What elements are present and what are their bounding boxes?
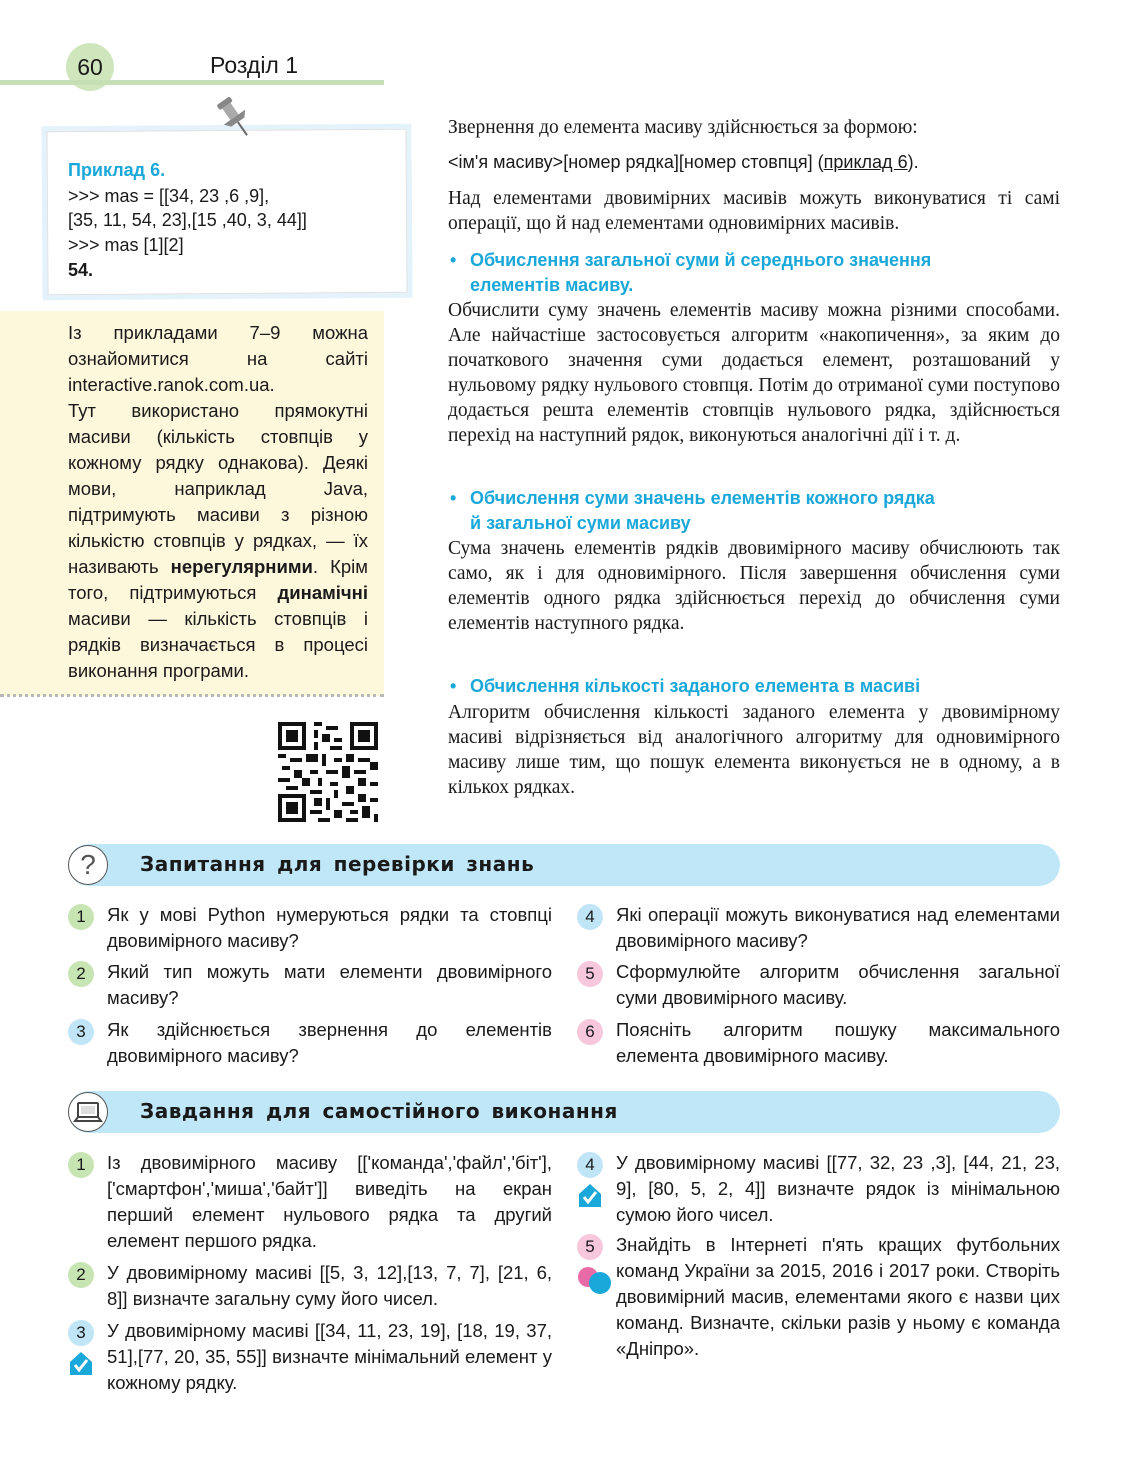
example-title: Приклад 6. [68, 160, 166, 180]
qr-code[interactable] [278, 722, 378, 822]
task-text: У двовимірному масиві [[5, 3, 12],[13, 7, 7], [21, 6, 8]] визначте загальну суму його чисел. [107, 1262, 552, 1309]
question-text: Який тип можуть мати елементи двовимірного масиву? [107, 961, 552, 1008]
main-paragraph: <ім'я масиву>[номер рядка][номер стовпця] (приклад 6). [448, 152, 919, 172]
bullet-heading: • Обчислення суми значень елементів кожного рядка й загальної суми масиву [450, 488, 935, 533]
code-line: >>> mas [1][2] [68, 235, 184, 255]
code-output: 54. [68, 260, 94, 280]
task-text: Із двовимірного масиву [['команда','файл','біт'], ['смартфон','миша','байт']] виведіть на екран перший елемент нульового рядка та другий елемент першого рядка. [107, 1152, 552, 1251]
task-number: 2 [68, 1262, 94, 1288]
bullet-heading: • Обчислення загальної суми й середнього значення елементів масиву. [450, 250, 932, 295]
question-number: 4 [577, 904, 603, 930]
question-mark-icon: ? [68, 845, 108, 885]
main-paragraph: Алгоритм обчислення кількості заданого елемента у двовимірному масиві відрізняється від аналогічного алгоритму для одновимірного масиву лише тим, що пошук елемента виконується не в одному, а в кількох рядках. [448, 702, 1060, 798]
group-work-icon [577, 1264, 613, 1296]
sidebar-paragraph: Із прикладами 7–9 можна ознайомитися на сайті interactive.ranok.com.ua. [68, 322, 368, 395]
questions-title: Запитання для перевірки знань [140, 852, 535, 876]
question-number: 5 [577, 961, 603, 987]
task-number: 4 [577, 1152, 603, 1178]
tasks-title: Завдання для самостійного виконання [140, 1099, 618, 1123]
code-line: [35, 11, 54, 23],[15 ,40, 3, 44]] [68, 210, 307, 230]
question-number: 6 [577, 1019, 603, 1045]
main-paragraph: Обчислити суму значень елементів масиву можна різними способами. Але найчастіше застосовується алгоритм «накопичення», за яким до початкового значення суми додається елемент, розташований у нульовому рядку нульового стовпця. Потім до отриманої суми поступово додається решта елементів стовпців нульового рядка, здійснюється перехід на наступний рядок, виконуються аналогічні дії і т. д. [448, 300, 1060, 446]
task-text: У двовимірному масиві [[34, 11, 23, 19], [18, 19, 37, 51],[77, 20, 35, 55]] визначте мінімальний елемент у кожному рядку. [107, 1320, 552, 1393]
question-number: 3 [68, 1019, 94, 1045]
task-number: 1 [68, 1152, 94, 1178]
task-text: Знайдіть в Інтернеті п'ять кращих футбольних команд України за 2015, 2016 і 2017 роки. Створіть двовимірний масив, елементами якого є назви цих команд. Визначте, скільки разів у ньому є команда «Дніпро». [616, 1234, 1060, 1359]
page-number: 60 [66, 43, 114, 91]
task-text: У двовимірному масиві [[77, 32, 23 ,3], [44, 21, 23, 9], [80, 5, 2, 4]] визначте рядок із мінімальною сумою його чисел. [616, 1152, 1060, 1225]
main-paragraph: Сума значень елементів рядків двовимірного масиву обчислюють так само, як і для одновимірного. Після завершення обчислення суми елементів одного рядка здійснюється перехід до обчислення суми елементів наступного рядка. [448, 538, 1060, 634]
question-text: Як у мові Python нумеруються рядки та стовпці двовимірного масиву? [107, 904, 552, 951]
sidebar-text [68, 320, 368, 684]
question-number: 2 [68, 961, 94, 987]
task-number: 5 [577, 1234, 603, 1260]
home-check-icon [577, 1182, 603, 1208]
main-paragraph: Звернення до елемента масиву здійснюється за формою: [448, 117, 918, 138]
question-text: Як здійснюється звернення до елементів двовимірного масиву? [107, 1019, 552, 1066]
example-link[interactable]: приклад 6 [823, 152, 908, 172]
question-text: Які операції можуть виконуватися над елементами двовимірного масиву? [616, 904, 1060, 951]
home-check-icon [68, 1350, 94, 1376]
bullet-heading: • Обчислення кількості заданого елемента в масиві [450, 676, 921, 696]
header-rule [0, 80, 384, 85]
question-text: Поясніть алгоритм пошуку максимального елемента двовимірного масиву. [616, 1019, 1060, 1066]
task-number: 3 [68, 1320, 94, 1346]
code-line: >>> mas = [[34, 23 ,6 ,9], [68, 186, 270, 206]
section-title: Розділ 1 [210, 52, 299, 78]
question-text: Сформулюйте алгоритм обчислення загальної суми двовимірного масиву. [616, 961, 1060, 1008]
dotted-divider [0, 694, 384, 697]
question-number: 1 [68, 904, 94, 930]
pushpin-icon [210, 95, 260, 141]
sidebar-paragraph: Тут використано прямокутні масиви (кількість стовпців у кожному рядку однакова). Деякі мови, наприклад Java, підтримують масиви з різною кількістю стовпців у рядках, — їх називають нерегулярними. Крім того, підтримуються динамічні масиви — кількість стовпців і рядків визначається в процесі виконання програми. [68, 400, 368, 681]
main-paragraph: Над елементами двовимірних масивів можуть виконуватися ті самі операції, що й над елементами одновимірних масивів. [448, 188, 1060, 234]
computer-icon [68, 1092, 108, 1132]
